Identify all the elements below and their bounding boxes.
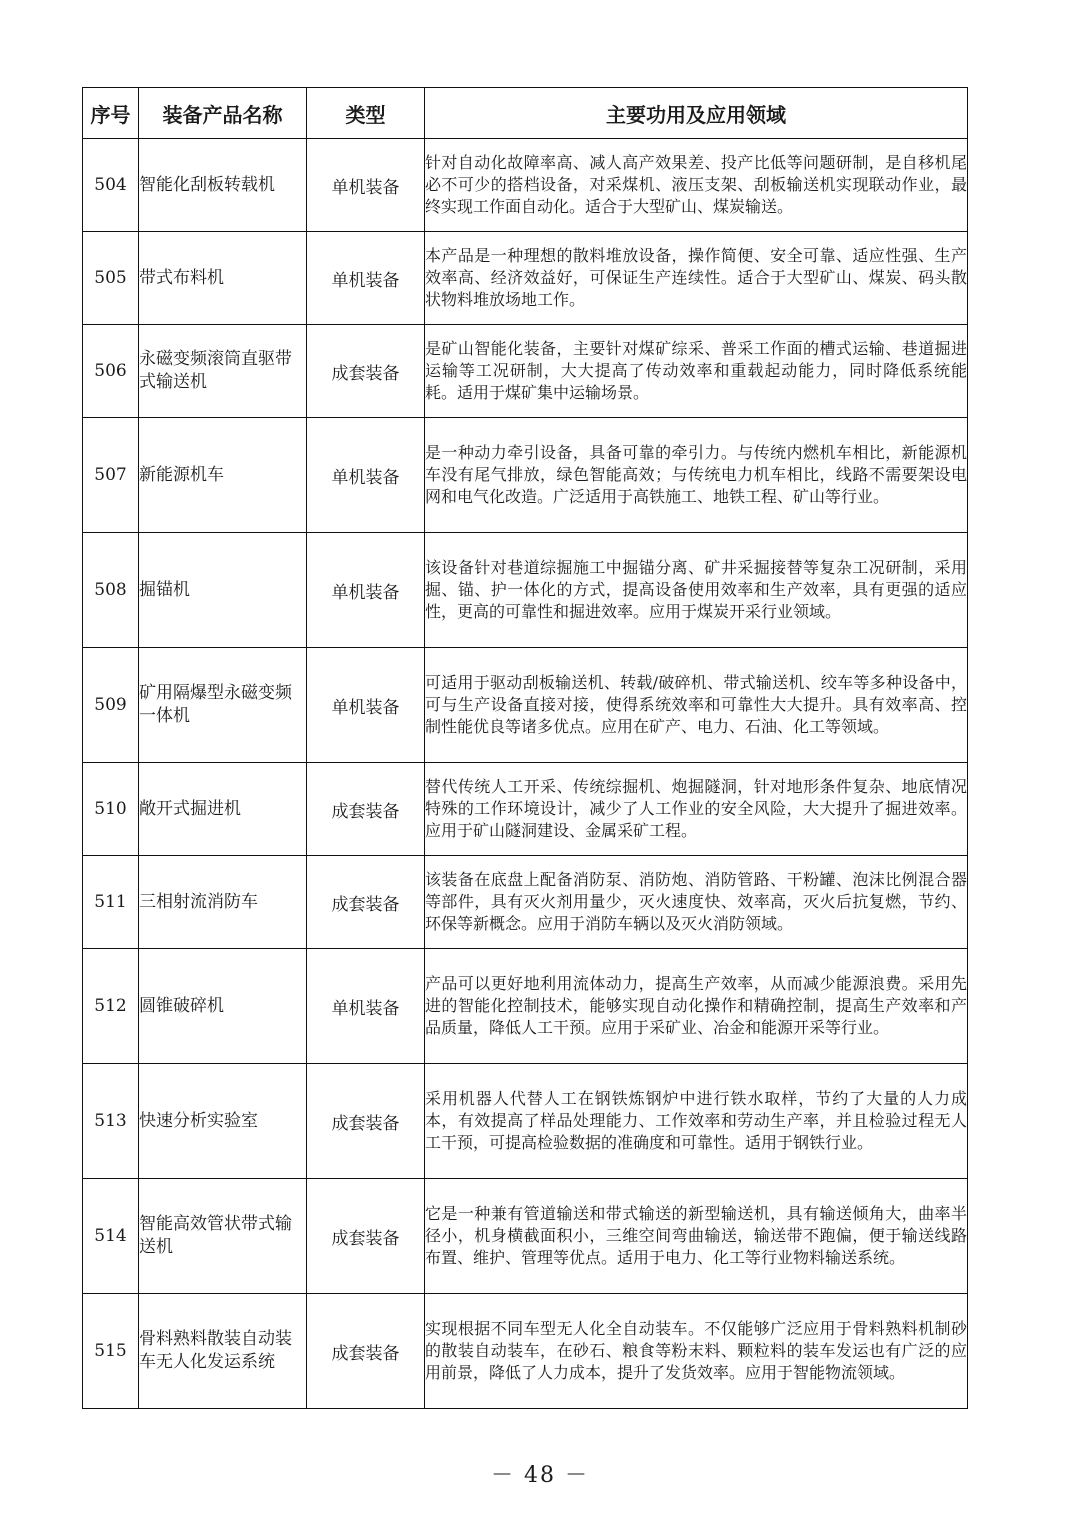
page-number: － 48 － (491, 1463, 589, 1488)
equipment-table (82, 87, 968, 1409)
table-row (83, 533, 968, 648)
table-row (83, 1294, 968, 1409)
product-name-cell: 三相射流消防车 (139, 856, 307, 949)
header-function-application: 主要功用及应用领域 (425, 88, 968, 139)
serial-number-cell: 510 (83, 763, 139, 856)
description-cell: 实现根据不同车型无人化全自动装车。不仅能够广泛应用于骨料熟料机制砂的散装自动装车，在砂石、粮食等粉末料、颗粒料的装车发运也有广泛的应用前景，降低了人力成本，提升了发货效率。应用于智能物流领域。 (425, 1294, 968, 1409)
serial-number-cell: 512 (83, 949, 139, 1064)
serial-number-cell: 504 (83, 139, 139, 232)
type-cell: 单机装备 (307, 418, 425, 533)
table-row (83, 1179, 968, 1294)
serial-number-cell: 505 (83, 232, 139, 325)
description-cell: 该装备在底盘上配备消防泵、消防炮、消防管路、干粉罐、泡沫比例混合器等部件，具有灭火剂用量少，灭火速度快、效率高，灭火后抗复燃，节约、环保等新概念。应用于消防车辆以及灭火消防领域。 (425, 856, 968, 949)
serial-number-cell: 514 (83, 1179, 139, 1294)
serial-number-cell: 508 (83, 533, 139, 648)
description-cell: 该设备针对巷道综掘施工中掘锚分离、矿井采掘接替等复杂工况研制，采用掘、锚、护一体化的方式，提高设备使用效率和生产效率，具有更强的适应性，更高的可靠性和掘进效率。应用于煤炭开采行业领域。 (425, 533, 968, 648)
serial-number-cell: 506 (83, 325, 139, 418)
product-name-cell: 永磁变频滚筒直驱带式输送机 (139, 325, 307, 418)
table-row (83, 949, 968, 1064)
type-cell: 单机装备 (307, 949, 425, 1064)
table-header-row (83, 88, 968, 139)
type-cell: 单机装备 (307, 533, 425, 648)
product-name-cell: 带式布料机 (139, 232, 307, 325)
table-row (83, 648, 968, 763)
description-cell: 产品可以更好地利用流体动力，提高生产效率，从而减少能源浪费。采用先进的智能化控制技术，能够实现自动化操作和精确控制，提高生产效率和产品质量，降低人工干预。应用于采矿业、冶金和能源开采等行业。 (425, 949, 968, 1064)
product-name-cell: 新能源机车 (139, 418, 307, 533)
serial-number-cell: 509 (83, 648, 139, 763)
product-name-cell: 智能高效管状带式输送机 (139, 1179, 307, 1294)
description-cell: 它是一种兼有管道输送和带式输送的新型输送机，具有输送倾角大，曲率半径小，机身横截面积小，三维空间弯曲输送，输送带不跑偏，便于输送线路布置、维护、管理等优点。适用于电力、化工等行业物料输送系统。 (425, 1179, 968, 1294)
product-name-cell: 矿用隔爆型永磁变频一体机 (139, 648, 307, 763)
description-cell: 是一种动力牵引设备，具备可靠的牵引力。与传统内燃机车相比，新能源机车没有尾气排放，绿色智能高效；与传统电力机车相比，线路不需要架设电网和电气化改造。广泛适用于高铁施工、地铁工程、矿山等行业。 (425, 418, 968, 533)
header-serial-number: 序号 (83, 88, 139, 139)
description-cell: 采用机器人代替人工在钢铁炼钢炉中进行铁水取样，节约了大量的人力成本，有效提高了样品处理能力、工作效率和劳动生产率，并且检验过程无人工干预，可提高检验数据的准确度和可靠性。适用于钢铁行业。 (425, 1064, 968, 1179)
table-row (83, 325, 968, 418)
table-row (83, 763, 968, 856)
type-cell: 成套装备 (307, 325, 425, 418)
type-cell: 成套装备 (307, 856, 425, 949)
header-product-name: 装备产品名称 (139, 88, 307, 139)
description-cell: 是矿山智能化装备，主要针对煤矿综采、普采工作面的槽式运输、巷道掘进运输等工况研制，大大提高了传动效率和重载起动能力，同时降低系统能耗。适用于煤矿集中运输场景。 (425, 325, 968, 418)
table-row (83, 1064, 968, 1179)
product-name-cell: 智能化刮板转载机 (139, 139, 307, 232)
type-cell: 成套装备 (307, 1064, 425, 1179)
product-name-cell: 骨料熟料散装自动装车无人化发运系统 (139, 1294, 307, 1409)
table-row (83, 856, 968, 949)
product-name-cell: 敞开式掘进机 (139, 763, 307, 856)
table-row (83, 139, 968, 232)
description-cell: 替代传统人工开采、传统综掘机、炮掘隧洞，针对地形条件复杂、地底情况特殊的工作环境设计，减少了人工作业的安全风险，大大提升了掘进效率。应用于矿山隧洞建设、金属采矿工程。 (425, 763, 968, 856)
description-cell: 针对自动化故障率高、减人高产效果差、投产比低等问题研制，是自移机尾必不可少的搭档设备，对采煤机、液压支架、刮板输送机实现联动作业，最终实现工作面自动化。适合于大型矿山、煤炭输送。 (425, 139, 968, 232)
type-cell: 成套装备 (307, 763, 425, 856)
product-name-cell: 圆锥破碎机 (139, 949, 307, 1064)
header-type: 类型 (307, 88, 425, 139)
description-cell: 本产品是一种理想的散料堆放设备，操作简便、安全可靠、适应性强、生产效率高、经济效益好，可保证生产连续性。适合于大型矿山、煤炭、码头散状物料堆放场地工作。 (425, 232, 968, 325)
type-cell: 单机装备 (307, 139, 425, 232)
type-cell: 成套装备 (307, 1179, 425, 1294)
serial-number-cell: 515 (83, 1294, 139, 1409)
type-cell: 单机装备 (307, 648, 425, 763)
product-name-cell: 掘锚机 (139, 533, 307, 648)
description-cell: 可适用于驱动刮板输送机、转载/破碎机、带式输送机、绞车等多种设备中，可与生产设备直接对接，使得系统效率和可靠性大大提升。具有效率高、控制性能优良等诸多优点。应用在矿产、电力、石油、化工等领域。 (425, 648, 968, 763)
table-row (83, 418, 968, 533)
type-cell: 成套装备 (307, 1294, 425, 1409)
product-name-cell: 快速分析实验室 (139, 1064, 307, 1179)
serial-number-cell: 513 (83, 1064, 139, 1179)
serial-number-cell: 511 (83, 856, 139, 949)
serial-number-cell: 507 (83, 418, 139, 533)
type-cell: 单机装备 (307, 232, 425, 325)
table-row (83, 232, 968, 325)
